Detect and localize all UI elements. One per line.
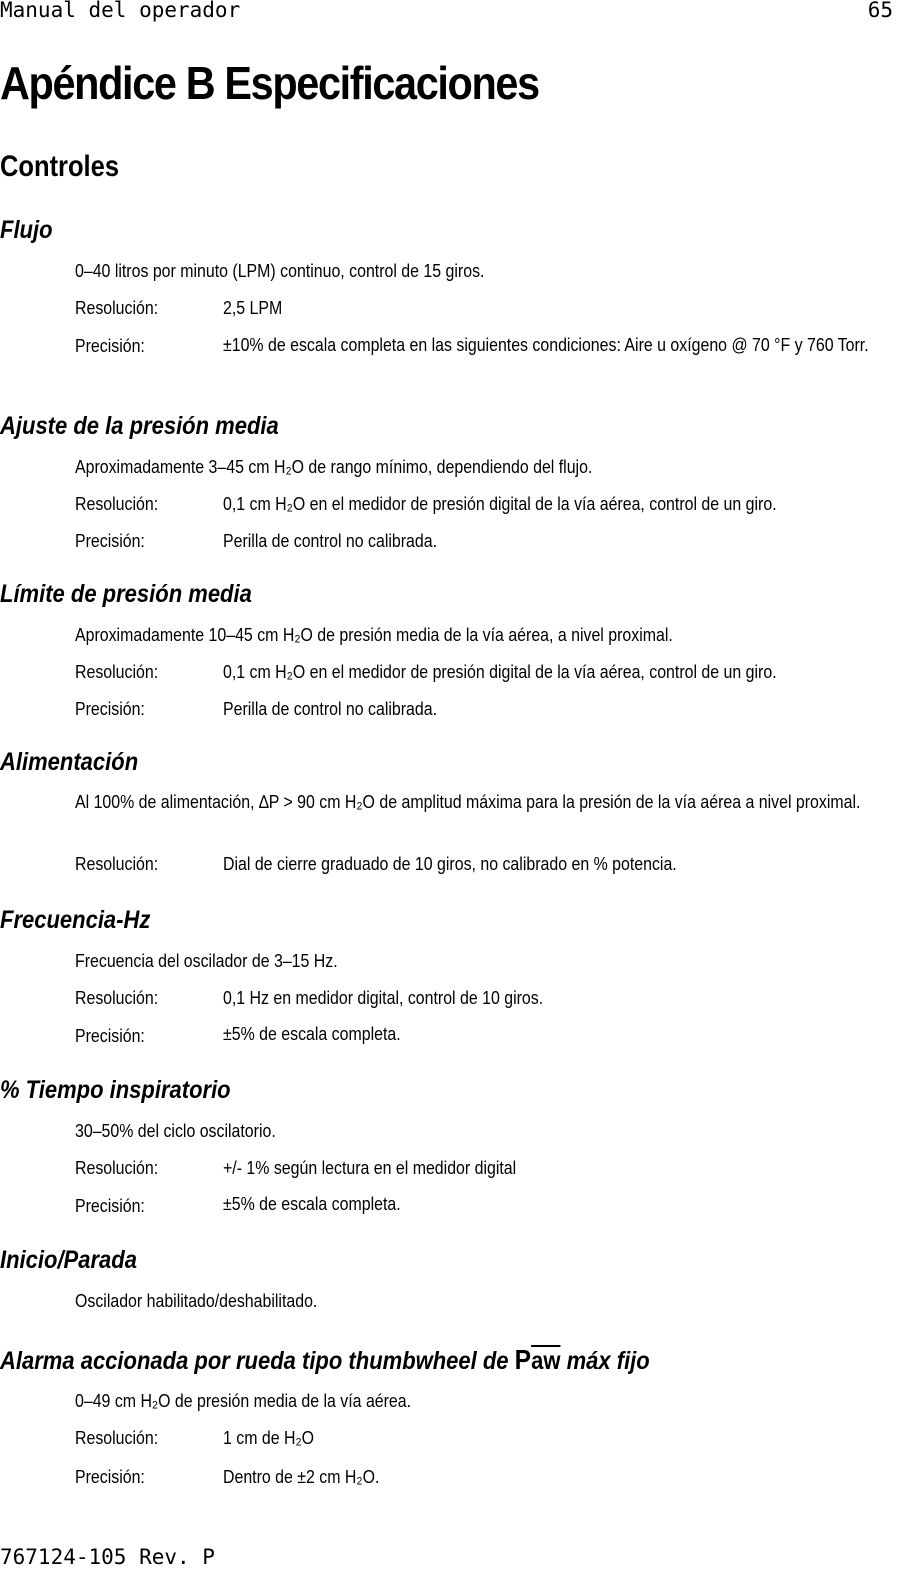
spec-label: Precisión: [75,1025,145,1046]
spec-heading: Ajuste de la presión media [0,412,279,440]
spec-label: Resolución: [75,297,159,318]
spec-heading: Límite de presión media [0,580,252,608]
spec-heading: Alimentación [0,748,139,776]
spec-value: 2,5 LPM [223,297,283,318]
spec-description: 0–40 litros por minuto (LPM) continuo, control de 15 giros. [75,260,485,281]
spec-inicio-parada [0,1244,900,1311]
spec-value: ±10% de escala completa en las siguientes condiciones: Aire u oxígeno @ 70 °F y 760 Torr. [223,334,869,355]
spec-ajuste-presion-media [0,410,900,551]
spec-label: Resolución: [75,493,159,514]
spec-value: 1 cm de H₂O [223,1427,315,1448]
spec-label: Resolución: [75,1427,159,1448]
section-title: Controles [0,150,120,183]
spec-description: Aproximadamente 3–45 cm H₂O de rango mínimo, dependiendo del flujo. [75,456,593,477]
spec-value: Perilla de control no calibrada. [223,530,438,551]
spec-label: Precisión: [75,335,145,356]
spec-label: Precisión: [75,1195,145,1216]
spec-limite-presion-media [0,578,900,719]
spec-frecuencia-hz [0,904,900,1046]
spec-label: Precisión: [75,698,145,719]
spec-description: Oscilador habilitado/deshabilitado. [75,1290,318,1311]
page-footer [0,1545,215,1569]
page-number: 65 [867,0,893,22]
spec-label: Resolución: [75,661,159,682]
spec-tiempo-inspiratorio [0,1074,900,1216]
spec-value: Dial de cierre graduado de 10 giros, no calibrado en % potencia. [223,853,677,874]
page-header [0,0,893,26]
spec-value: ±5% de escala completa. [223,1193,401,1214]
spec-description: Al 100% de alimentación, ∆P > 90 cm H₂O de amplitud máxima para la presión de la vía aérea a nivel proximal. [75,791,861,812]
spec-value: 0,1 cm H₂O en el medidor de presión digital de la vía aérea, control de un giro. [223,493,777,514]
spec-label: Resolución: [75,987,159,1008]
page-title: Apéndice B Especificaciones [0,57,539,109]
spec-value: 0,1 Hz en medidor digital, control de 10 giros. [223,987,544,1008]
spec-heading: Flujo [0,216,53,244]
spec-label: Precisión: [75,530,145,551]
heading-suffix: máx fijo [566,1347,650,1375]
spec-value: Perilla de control no calibrada. [223,698,438,719]
document-number: 767124-105 Rev. P [0,1545,215,1569]
spec-heading: Inicio/Parada [0,1246,137,1274]
spec-value: Dentro de ±2 cm H₂O. [223,1466,380,1487]
spec-flujo [0,214,900,356]
spec-description: Frecuencia del oscilador de 3–15 Hz. [75,950,338,971]
spec-value: 0,1 cm H₂O en el medidor de presión digital de la vía aérea, control de un giro. [223,661,777,682]
spec-alimentacion [0,746,900,874]
spec-heading [0,1344,792,1376]
spec-value: +/- 1% según lectura en el medidor digital [223,1157,517,1178]
manual-title: Manual del operador [0,0,241,22]
spec-heading: % Tiempo inspiratorio [0,1076,231,1104]
spec-label: Resolución: [75,853,159,874]
spec-label: Precisión: [75,1466,145,1487]
spec-description: 0–49 cm H₂O de presión media de la vía aérea. [75,1390,412,1411]
spec-value: ±5% de escala completa. [223,1023,401,1044]
spec-alarma-thumbwheel [0,1344,900,1487]
paw-symbol: Paw [514,1344,561,1375]
spec-description: 30–50% del ciclo oscilatorio. [75,1120,276,1141]
spec-description: Aproximadamente 10–45 cm H₂O de presión media de la vía aérea, a nivel proximal. [75,624,673,645]
spec-label: Resolución: [75,1157,159,1178]
spec-heading: Frecuencia-Hz [0,906,151,934]
heading-text: Alarma accionada por rueda tipo thumbwheel de [0,1347,509,1375]
